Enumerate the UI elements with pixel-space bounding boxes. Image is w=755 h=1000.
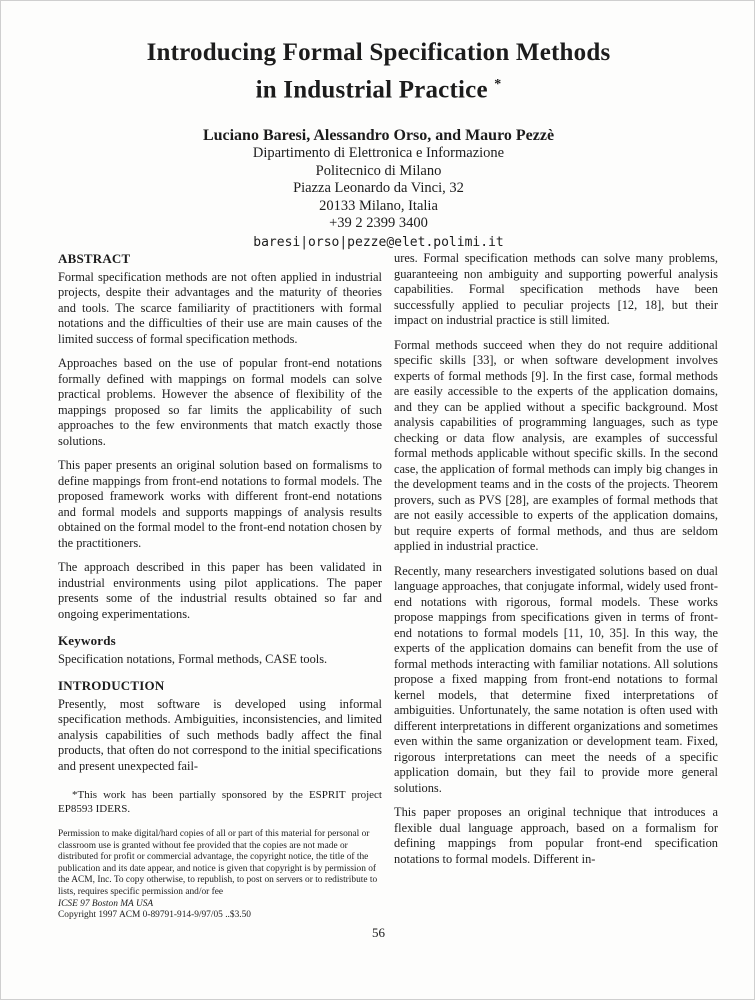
title-footnote-asterisk: * [494, 77, 502, 92]
affiliation-phone: +39 2 2399 3400 [329, 215, 428, 232]
conference-line: ICSE 97 Boston MA USA [58, 898, 154, 909]
keywords-heading: Keywords [58, 633, 116, 648]
abstract-paragraph: Formal specification methods are not often applied in industrial projects, despite their advantages and the maturity of theories and tools. The scarce familiarity of practitioners with formal notations and the difficulties of their use are main causes of the limited success of formal specification methods. [58, 269, 382, 346]
affiliation-institution: Politecnico di Milano [315, 162, 442, 179]
abstract-heading: ABSTRACT [58, 251, 131, 266]
affiliation-department: Dipartimento di Elettronica e Informazione [252, 145, 505, 162]
right-column [394, 251, 718, 867]
body-paragraph: Formal methods succeed when they do not require additional specific skills [33], or when software development involves experts of formal methods [9]. In the first case, formal methods are easily accessible to the experts of the application domains, and they can be applied without a specific background. Most analysis capabilities of programming languages, such as type checking or data flow analysis, are examples of successful formal methods applicable without specific skills. In the second case, the application of formal methods can imply big changes in the development teams and in the costs of the projects. Theorem provers, such as PVS [28], are examples of formal methods that are not easily accessible to experts of the application domains, but require experts of formal methods, and thus are seldom applied in industrial practice. [394, 337, 718, 553]
sponsor-footnote: *This work has been partially sponsored by the ESPRIT project EP8593 IDERS. [58, 789, 382, 815]
introduction-heading: INTRODUCTION [58, 678, 165, 693]
abstract-paragraph: Approaches based on the use of popular front-end notations formally defined with mappings on formal models can solve practical problems. However the absence of flexibility of the mappings proposed so far limits the applicability of such approaches to the few environments that match exactly those solutions. [58, 356, 382, 448]
paper-title [1, 37, 755, 106]
body-paragraph: This paper proposes an original technique that introduces a flexible dual language approach, based on a formalism for defining mappings from popular front-end specification notations to formal models. Different in- [394, 805, 718, 866]
body-paragraph: Recently, many researchers investigated solutions based on dual language approaches, that conjugate informal, widely used front-end notations with rigorous, formal models. These works propose mappings from specifications given in terms of front-end notations to formal models [11, 10, 35]. In this way, the experts of the application domains can benefit from the use of formal methods interacting with familiar notations. All solutions propose a fixed mapping from front-end notations to formal kernel models, that determine fixed interpretations of ambiguities. Unfortunately, the same notation is often used with different interpretations in different organizations and sometimes even within the same organization or development team. Fixed, rigorous interpretations can meet the needs of a specific application domain, but they fail to provide more general solutions. [394, 563, 718, 795]
title-line-1: Introducing Formal Specification Methods [146, 39, 611, 66]
authors-line: Luciano Baresi, Alessandro Orso, and Mauro Pezzè [202, 127, 555, 145]
page-number: 56 [372, 925, 385, 940]
acm-permission-block [58, 829, 382, 922]
permission-text: Permission to make digital/hard copies of all or part of this material for personal or classroom use is granted without fee provided that the copies are not made or distributed for profit or commercial advantage, the copyright notice, the title of the publication and its date appear, and notice is given that copyright is by permission of the ACM, Inc. To copy otherwise, to republish, to post on servers or to redistribute to lists, requires specific permission and/or fee [58, 829, 378, 897]
abstract-paragraph: The approach described in this paper has been validated in industrial environments using pilot applications. The paper presents some of the industrial results obtained so far and ongoing experimentations. [58, 560, 382, 621]
affiliation-city: 20133 Milano, Italia [319, 197, 438, 214]
keywords-text: Specification notations, Formal methods, CASE tools. [58, 651, 328, 666]
authors-email: baresi|orso|pezze@elet.polimi.it [253, 234, 504, 250]
paper-header [1, 37, 755, 250]
introduction-paragraph: Presently, most software is developed using informal specification methods. Ambiguities, inconsistencies, and limited analysis capabilities of such methods badly affect the final products, that often do not correspond to the initial specifications and present unexpected fail- [58, 696, 382, 773]
abstract-paragraph: This paper presents an original solution based on formalisms to define mappings from front-end notations to formal models. The proposed framework works with different front-end notations and formal models and supports mappings of analysis results obtained on the formal model to the front-end notation chosen by the practitioners. [58, 458, 382, 550]
title-line-2: in Industrial Practice * [255, 76, 502, 104]
copyright-line: Copyright 1997 ACM 0-89791-914-9/97/05 ..$3.50 [58, 910, 251, 921]
left-column [58, 251, 382, 922]
affiliation-address: Piazza Leonardo da Vinci, 32 [293, 180, 464, 197]
body-paragraph: ures. Formal specification methods can solve many problems, guaranteeing non ambiguity and supporting powerful analysis capabilities. Formal specification methods have been successfully applied to peculiar projects [12, 18], but their impact on industrial practice is still limited. [394, 251, 718, 327]
